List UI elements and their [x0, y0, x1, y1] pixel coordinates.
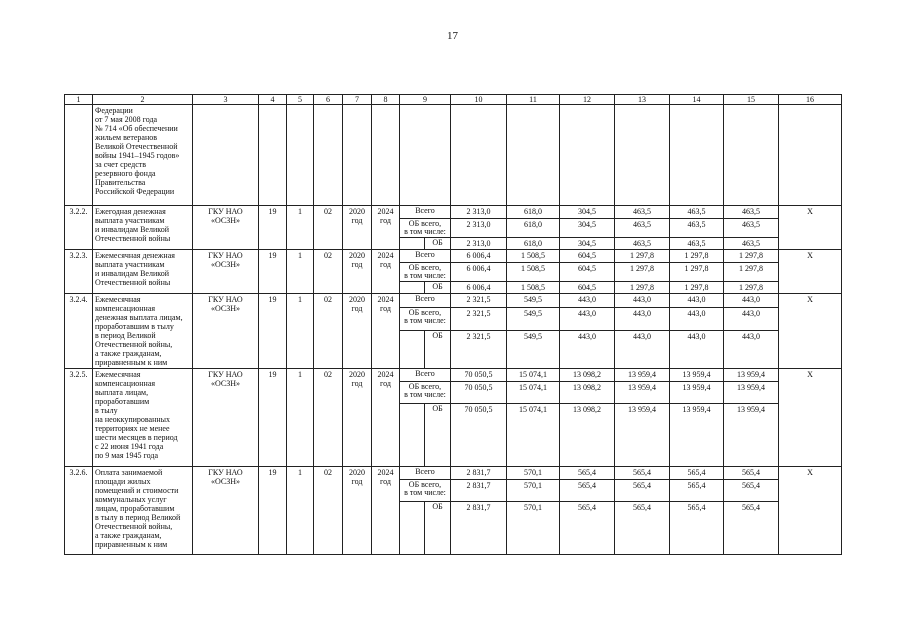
empty-cell	[400, 238, 425, 250]
table-row	[65, 250, 842, 263]
label-line: ОБ	[432, 330, 443, 340]
value-cell: 443,0	[560, 294, 615, 308]
label-line: Всего	[415, 369, 435, 378]
empty-cell	[724, 105, 779, 206]
funding-label	[425, 282, 451, 294]
value-cell: 463,5	[724, 238, 779, 250]
table-row	[65, 206, 842, 219]
value-cell: 443,0	[724, 294, 779, 308]
code-c4: 19	[259, 250, 287, 294]
funding-label	[425, 330, 451, 368]
description-line: Ежемесячная	[95, 370, 141, 379]
funding-label	[425, 238, 451, 250]
intro-description	[93, 105, 193, 206]
value-cell: 565,4	[724, 467, 779, 480]
column-header: 14	[670, 95, 724, 105]
description-line: Отечественной войны	[95, 234, 171, 243]
executor-line: «ОСЗН»	[211, 216, 240, 225]
value-cell: 70 050,5	[451, 404, 507, 467]
end-year	[372, 467, 400, 555]
value-cell: 1 297,8	[670, 263, 724, 282]
value-cell: 1 508,5	[507, 250, 560, 263]
label-line: в том числе:	[404, 271, 446, 280]
year-line: 2024	[377, 295, 394, 304]
year-line: 2020	[349, 370, 365, 379]
code-c6: 02	[314, 294, 343, 369]
column-header: 13	[615, 95, 670, 105]
executor-line: ГКУ НАО	[208, 251, 243, 260]
description-line: Оплата занимаемой	[95, 468, 163, 477]
value-cell: 618,0	[507, 238, 560, 250]
funding-label	[400, 263, 451, 282]
code-c4: 19	[259, 294, 287, 369]
code-c6: 02	[314, 250, 343, 294]
value-cell: 443,0	[724, 330, 779, 368]
description-line: Российской Федерации	[95, 187, 175, 196]
value-cell: 304,5	[560, 206, 615, 219]
item-number: 3.2.4.	[65, 294, 93, 369]
year-line: 2024	[377, 468, 394, 477]
note-cell: X	[779, 294, 842, 369]
empty-cell	[560, 105, 615, 206]
description-line: приравненным к ним	[95, 540, 168, 549]
code-c6: 02	[314, 206, 343, 250]
description-line: приравненным к ним	[95, 358, 168, 367]
description-line: войны 1941–1945 годов»	[95, 151, 180, 160]
value-cell: 549,5	[507, 294, 560, 308]
label-line: ОБ всего,	[408, 263, 442, 272]
value-cell: 2 831,7	[451, 502, 507, 555]
value-cell: 6 006,4	[451, 282, 507, 294]
year-line: год	[380, 216, 391, 225]
value-cell: 1 297,8	[724, 282, 779, 294]
column-header: 10	[451, 95, 507, 105]
description-line: компенсационная	[95, 304, 156, 313]
code-c6: 02	[314, 467, 343, 555]
column-header: 4	[259, 95, 287, 105]
value-cell: 304,5	[560, 219, 615, 238]
year-line: 2020	[349, 251, 365, 260]
code-c5: 1	[287, 206, 314, 250]
executor-line: «ОСЗН»	[211, 304, 240, 313]
funding-label	[400, 480, 451, 502]
value-cell: 13 098,2	[560, 382, 615, 404]
funding-label	[425, 404, 451, 467]
value-cell: 1 297,8	[670, 282, 724, 294]
end-year	[372, 206, 400, 250]
item-number: 3.2.2.	[65, 206, 93, 250]
value-cell: 1 297,8	[615, 263, 670, 282]
note-cell: X	[779, 467, 842, 555]
label-line: ОБ	[432, 502, 443, 511]
funding-label	[400, 294, 451, 308]
value-cell: 549,5	[507, 307, 560, 330]
value-cell: 13 959,4	[670, 369, 724, 382]
empty-cell	[615, 105, 670, 206]
value-cell: 1 297,8	[615, 282, 670, 294]
value-cell: 13 959,4	[724, 404, 779, 467]
executor-line: ГКУ НАО	[208, 370, 243, 379]
value-cell: 2 313,0	[451, 219, 507, 238]
value-cell: 13 959,4	[615, 382, 670, 404]
label-line: Всего	[415, 250, 435, 259]
description-line: от 7 мая 2008 года	[95, 115, 158, 124]
executor-line: ГКУ НАО	[208, 295, 243, 304]
year-line: 2020	[349, 468, 365, 477]
value-cell: 549,5	[507, 330, 560, 368]
year-line: 2024	[377, 251, 394, 260]
description-line: территориях не менее	[95, 424, 170, 433]
intro-row	[65, 105, 842, 206]
executor-line: ГКУ НАО	[208, 468, 243, 477]
value-cell: 2 313,0	[451, 238, 507, 250]
code-c5: 1	[287, 467, 314, 555]
end-year	[372, 369, 400, 467]
executor	[193, 369, 259, 467]
funding-label	[400, 219, 451, 238]
column-header: 1	[65, 95, 93, 105]
description-line: площади жилых	[95, 477, 151, 486]
value-cell: 618,0	[507, 219, 560, 238]
table-row	[65, 467, 842, 480]
value-cell: 1 508,5	[507, 282, 560, 294]
code-c5: 1	[287, 369, 314, 467]
value-cell: 565,4	[724, 502, 779, 555]
value-cell: 565,4	[670, 467, 724, 480]
column-header: 16	[779, 95, 842, 105]
value-cell: 13 098,2	[560, 369, 615, 382]
year-line: год	[380, 477, 391, 486]
value-cell: 463,5	[670, 206, 724, 219]
column-header: 7	[343, 95, 372, 105]
funding-label	[400, 467, 451, 480]
empty-cell	[400, 105, 451, 206]
empty-cell	[779, 105, 842, 206]
description-line: проработавшим в тылу	[95, 322, 174, 331]
empty-cell	[451, 105, 507, 206]
description-line: за счет средств	[95, 160, 147, 169]
item-description	[93, 294, 193, 369]
start-year	[343, 369, 372, 467]
empty-cell	[400, 502, 425, 555]
note-cell: X	[779, 206, 842, 250]
description-line: лицам, проработавшим	[95, 504, 175, 513]
value-cell: 604,5	[560, 250, 615, 263]
description-line: Отечественной войны,	[95, 522, 173, 531]
value-cell: 2 313,0	[451, 206, 507, 219]
description-line: а также гражданам,	[95, 531, 162, 540]
program-table	[64, 94, 842, 555]
item-description	[93, 206, 193, 250]
value-cell: 463,5	[615, 206, 670, 219]
description-line: а также гражданам,	[95, 349, 162, 358]
label-line: ОБ всего,	[408, 219, 442, 228]
column-header: 3	[193, 95, 259, 105]
empty-cell	[507, 105, 560, 206]
description-line: выплата лицам,	[95, 388, 149, 397]
description-line: с 22 июня 1941 года	[95, 442, 164, 451]
start-year	[343, 206, 372, 250]
description-line: № 714 «Об обеспечении	[95, 124, 178, 133]
description-line: Ежемесячная денежная	[95, 251, 175, 260]
executor-line: «ОСЗН»	[211, 477, 240, 486]
empty-cell	[670, 105, 724, 206]
value-cell: 15 074,1	[507, 404, 560, 467]
description-line: в период Великой	[95, 331, 156, 340]
label-line: Всего	[415, 206, 435, 215]
value-cell: 15 074,1	[507, 382, 560, 404]
value-cell: 604,5	[560, 282, 615, 294]
value-cell: 443,0	[615, 307, 670, 330]
value-cell: 1 508,5	[507, 263, 560, 282]
empty-cell	[65, 105, 93, 206]
value-cell: 570,1	[507, 480, 560, 502]
description-line: компенсационная	[95, 379, 156, 388]
label-line: Всего	[415, 467, 435, 476]
description-line: на неоккупированных	[95, 415, 171, 424]
year-line: год	[351, 260, 363, 269]
code-c4: 19	[259, 369, 287, 467]
description-line: по 9 мая 1945 года	[95, 451, 158, 460]
item-description	[93, 467, 193, 555]
column-header: 9	[400, 95, 451, 105]
value-cell: 565,4	[724, 480, 779, 502]
empty-cell	[259, 105, 287, 206]
note-cell: X	[779, 250, 842, 294]
value-cell: 570,1	[507, 502, 560, 555]
description-line: в тылу	[95, 406, 118, 415]
empty-cell	[372, 105, 400, 206]
table-row	[65, 369, 842, 382]
value-cell: 13 959,4	[724, 382, 779, 404]
end-year	[372, 250, 400, 294]
column-header: 11	[507, 95, 560, 105]
value-cell: 443,0	[670, 307, 724, 330]
end-year	[372, 294, 400, 369]
item-description	[93, 250, 193, 294]
table-row	[65, 294, 842, 308]
table-body	[65, 95, 842, 555]
value-cell: 463,5	[670, 219, 724, 238]
value-cell: 565,4	[560, 502, 615, 555]
item-description	[93, 369, 193, 467]
value-cell: 1 297,8	[615, 250, 670, 263]
label-line: Всего	[415, 294, 435, 303]
description-line: и инвалидам Великой	[95, 269, 170, 278]
column-header: 2	[93, 95, 193, 105]
label-line: в том числе:	[404, 390, 446, 399]
year-line: год	[351, 379, 363, 388]
code-c4: 19	[259, 206, 287, 250]
description-line: Отечественной войны	[95, 278, 171, 287]
empty-cell	[343, 105, 372, 206]
value-cell: 565,4	[615, 502, 670, 555]
executor	[193, 294, 259, 369]
year-line: год	[380, 379, 391, 388]
executor	[193, 206, 259, 250]
funding-label	[425, 502, 451, 555]
column-header: 12	[560, 95, 615, 105]
value-cell: 443,0	[615, 294, 670, 308]
year-line: 2024	[377, 370, 394, 379]
value-cell: 13 098,2	[560, 404, 615, 467]
description-line: выплата участникам	[95, 260, 165, 269]
value-cell: 463,5	[724, 206, 779, 219]
label-line: в том числе:	[404, 315, 446, 325]
empty-cell	[287, 105, 314, 206]
item-number: 3.2.5.	[65, 369, 93, 467]
code-c5: 1	[287, 250, 314, 294]
value-cell: 1 297,8	[724, 250, 779, 263]
value-cell: 570,1	[507, 467, 560, 480]
value-cell: 13 959,4	[615, 404, 670, 467]
empty-cell	[400, 330, 425, 368]
value-cell: 2 321,5	[451, 330, 507, 368]
executor	[193, 467, 259, 555]
label-line: ОБ всего,	[408, 480, 442, 489]
label-line: в том числе:	[404, 227, 446, 236]
empty-cell	[400, 404, 425, 467]
funding-label	[400, 250, 451, 263]
year-line: год	[351, 216, 363, 225]
description-line: коммунальных услуг	[95, 495, 167, 504]
executor-line: ГКУ НАО	[208, 207, 243, 216]
year-line: 2020	[349, 207, 365, 216]
column-header: 5	[287, 95, 314, 105]
value-cell: 443,0	[670, 330, 724, 368]
value-cell: 618,0	[507, 206, 560, 219]
value-cell: 463,5	[724, 219, 779, 238]
executor-line: «ОСЗН»	[211, 379, 240, 388]
description-line: выплата участникам	[95, 216, 165, 225]
value-cell: 1 297,8	[724, 263, 779, 282]
code-c4: 19	[259, 467, 287, 555]
year-line: 2020	[349, 295, 365, 304]
value-cell: 13 959,4	[615, 369, 670, 382]
value-cell: 443,0	[560, 307, 615, 330]
year-line: год	[351, 477, 363, 486]
value-cell: 2 831,7	[451, 467, 507, 480]
value-cell: 6 006,4	[451, 263, 507, 282]
year-line: год	[380, 260, 391, 269]
value-cell: 565,4	[615, 480, 670, 502]
start-year	[343, 294, 372, 369]
item-number: 3.2.6.	[65, 467, 93, 555]
value-cell: 6 006,4	[451, 250, 507, 263]
description-line: помещений и стоимости	[95, 486, 179, 495]
label-line: в том числе:	[404, 488, 446, 497]
description-line: и инвалидам Великой	[95, 225, 170, 234]
value-cell: 443,0	[560, 330, 615, 368]
executor-line: «ОСЗН»	[211, 260, 240, 269]
year-line: год	[380, 304, 391, 313]
description-line: денежная выплата лицам,	[95, 313, 183, 322]
value-cell: 565,4	[615, 467, 670, 480]
value-cell: 443,0	[724, 307, 779, 330]
description-line: Федерации	[95, 106, 133, 115]
start-year	[343, 467, 372, 555]
description-line: шести месяцев в период	[95, 433, 178, 442]
description-line: проработавшим	[95, 397, 150, 406]
empty-cell	[193, 105, 259, 206]
item-number: 3.2.3.	[65, 250, 93, 294]
header-row	[65, 95, 842, 105]
description-line: жильем ветеранов	[95, 133, 157, 142]
funding-label	[400, 382, 451, 404]
label-line: ОБ	[432, 282, 443, 291]
value-cell: 2 831,7	[451, 480, 507, 502]
value-cell: 70 050,5	[451, 369, 507, 382]
value-cell: 443,0	[615, 330, 670, 368]
label-line: ОБ	[432, 404, 443, 413]
value-cell: 304,5	[560, 238, 615, 250]
description-line: Правительства	[95, 178, 146, 187]
funding-label	[400, 307, 451, 330]
note-cell: X	[779, 369, 842, 467]
funding-label	[400, 206, 451, 219]
value-cell: 70 050,5	[451, 382, 507, 404]
label-line: ОБ всего,	[408, 382, 442, 391]
code-c5: 1	[287, 294, 314, 369]
label-line: ОБ	[432, 238, 443, 247]
executor	[193, 250, 259, 294]
value-cell: 13 959,4	[670, 382, 724, 404]
value-cell: 13 959,4	[670, 404, 724, 467]
empty-cell	[400, 282, 425, 294]
code-c6: 02	[314, 369, 343, 467]
funding-label	[400, 369, 451, 382]
value-cell: 463,5	[670, 238, 724, 250]
description-line: резервного фонда	[95, 169, 156, 178]
value-cell: 2 321,5	[451, 294, 507, 308]
value-cell: 565,4	[560, 480, 615, 502]
year-line: год	[351, 304, 363, 313]
start-year	[343, 250, 372, 294]
value-cell: 565,4	[670, 502, 724, 555]
value-cell: 604,5	[560, 263, 615, 282]
value-cell: 463,5	[615, 238, 670, 250]
description-line: Отечественной войны,	[95, 340, 173, 349]
value-cell: 443,0	[670, 294, 724, 308]
value-cell: 565,4	[560, 467, 615, 480]
value-cell: 565,4	[670, 480, 724, 502]
value-cell: 1 297,8	[670, 250, 724, 263]
description-line: Великой Отечественной	[95, 142, 178, 151]
value-cell: 15 074,1	[507, 369, 560, 382]
description-line: в тылу в период Великой	[95, 513, 181, 522]
value-cell: 13 959,4	[724, 369, 779, 382]
column-header: 8	[372, 95, 400, 105]
description-line: Ежемесячная	[95, 295, 141, 304]
page-number: 17	[447, 30, 458, 42]
value-cell: 463,5	[615, 219, 670, 238]
column-header: 6	[314, 95, 343, 105]
value-cell: 2 321,5	[451, 307, 507, 330]
column-header: 15	[724, 95, 779, 105]
description-line: Ежегодная денежная	[95, 207, 166, 216]
year-line: 2024	[377, 207, 394, 216]
empty-cell	[314, 105, 343, 206]
label-line: ОБ всего,	[408, 307, 442, 317]
